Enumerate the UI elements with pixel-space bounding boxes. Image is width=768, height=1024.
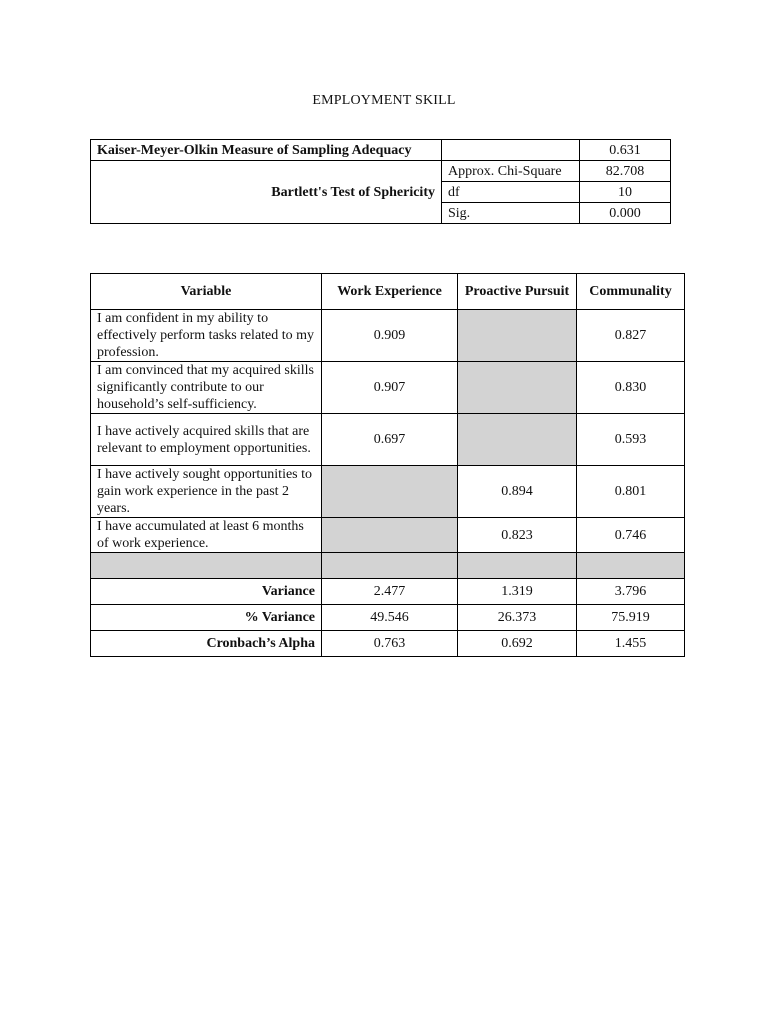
header-proactive-pursuit: Proactive Pursuit (458, 274, 577, 310)
summary-work-experience: 49.546 (322, 605, 458, 631)
communality-cell: 0.593 (577, 414, 685, 466)
bartlett-label: Bartlett's Test of Sphericity (91, 161, 442, 224)
summary-proactive-pursuit: 1.319 (458, 579, 577, 605)
work-experience-cell: 0.697 (322, 414, 458, 466)
work-experience-cell: 0.907 (322, 362, 458, 414)
bartlett-stat: Approx. Chi-Square (442, 161, 580, 182)
summary-proactive-pursuit: 26.373 (458, 605, 577, 631)
summary-row (91, 605, 685, 631)
separator-cell (322, 553, 458, 579)
variable-cell: I am confident in my ability to effectively perform tasks related to my profession. (91, 310, 322, 362)
proactive-pursuit-cell: 0.823 (458, 518, 577, 553)
separator-row (91, 553, 685, 579)
bartlett-stat: Sig. (442, 203, 580, 224)
work-experience-cell (322, 466, 458, 518)
kmo-label: Kaiser-Meyer-Olkin Measure of Sampling Adequacy (91, 140, 442, 161)
header-row (91, 274, 685, 310)
variable-cell: I am convinced that my acquired skills significantly contribute to our household’s self-sufficiency. (91, 362, 322, 414)
summary-communality: 3.796 (577, 579, 685, 605)
kmo-empty-cell (442, 140, 580, 161)
summary-communality: 1.455 (577, 631, 685, 657)
summary-row (91, 579, 685, 605)
summary-proactive-pursuit: 0.692 (458, 631, 577, 657)
proactive-pursuit-cell (458, 310, 577, 362)
separator-cell (458, 553, 577, 579)
bartlett-value: 82.708 (580, 161, 671, 182)
summary-work-experience: 2.477 (322, 579, 458, 605)
work-experience-cell (322, 518, 458, 553)
table-row (91, 310, 685, 362)
table-row (91, 362, 685, 414)
communality-cell: 0.827 (577, 310, 685, 362)
communality-cell: 0.746 (577, 518, 685, 553)
summary-row (91, 631, 685, 657)
header-work-experience: Work Experience (322, 274, 458, 310)
summary-label: Cronbach’s Alpha (91, 631, 322, 657)
bartlett-stat: df (442, 182, 580, 203)
table-row (91, 518, 685, 553)
proactive-pursuit-cell (458, 414, 577, 466)
table-row (91, 466, 685, 518)
summary-label: % Variance (91, 605, 322, 631)
proactive-pursuit-cell: 0.894 (458, 466, 577, 518)
variable-cell: I have actively sought opportunities to gain work experience in the past 2 years. (91, 466, 322, 518)
summary-communality: 75.919 (577, 605, 685, 631)
kmo-bartlett-table (90, 139, 671, 224)
bartlett-value: 0.000 (580, 203, 671, 224)
summary-label: Variance (91, 579, 322, 605)
header-variable: Variable (91, 274, 322, 310)
factor-loadings-table (90, 273, 685, 657)
separator-cell (577, 553, 685, 579)
kmo-row (91, 140, 671, 161)
table-row (91, 414, 685, 466)
bartlett-row (91, 161, 671, 182)
bartlett-value: 10 (580, 182, 671, 203)
communality-cell: 0.801 (577, 466, 685, 518)
communality-cell: 0.830 (577, 362, 685, 414)
kmo-value: 0.631 (580, 140, 671, 161)
proactive-pursuit-cell (458, 362, 577, 414)
separator-cell (91, 553, 322, 579)
page-title: EMPLOYMENT SKILL (312, 93, 456, 108)
variable-cell: I have actively acquired skills that are relevant to employment opportunities. (91, 414, 322, 466)
header-communality: Communality (577, 274, 685, 310)
summary-work-experience: 0.763 (322, 631, 458, 657)
work-experience-cell: 0.909 (322, 310, 458, 362)
variable-cell: I have accumulated at least 6 months of work experience. (91, 518, 322, 553)
